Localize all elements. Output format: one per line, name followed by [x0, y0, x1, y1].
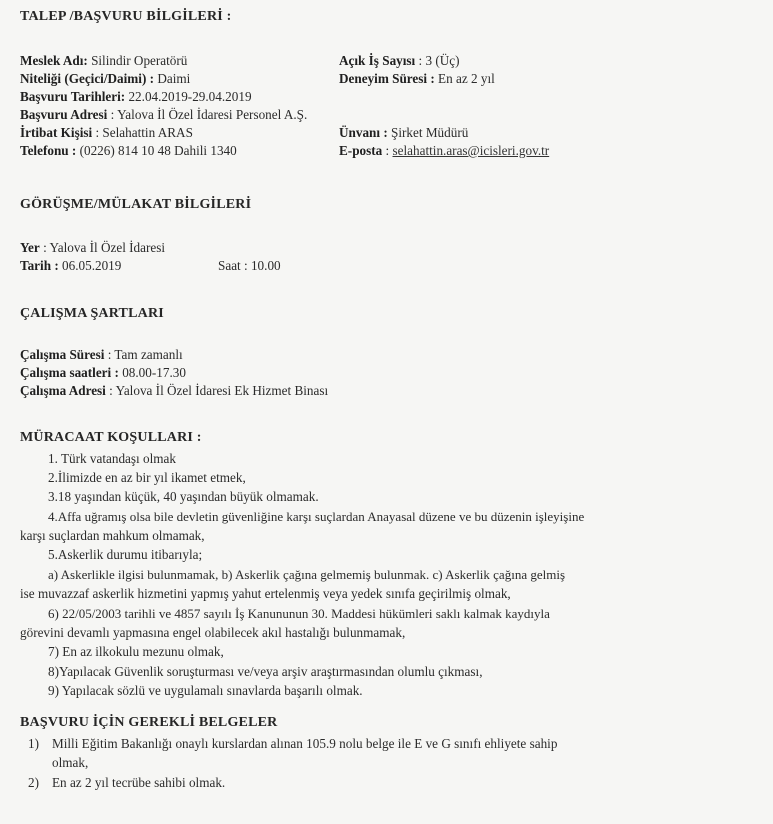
eposta-label: E-posta	[339, 143, 383, 158]
basvuru-adres-row	[20, 107, 307, 123]
eposta-separator: :	[382, 143, 393, 158]
section-title-belgeler: BAŞVURU İÇİN GEREKLİ BELGELER	[20, 715, 278, 730]
unvan-row	[339, 125, 468, 141]
kosul-item: a) Askerlikle ilgisi bulunmamak, b) Askerlik çağına gelmemiş bulunmak. c) Askerlik çağına gelmiş	[48, 567, 565, 582]
calisma-sure-label: Çalışma Süresi	[20, 347, 105, 362]
deneyim-row	[339, 71, 495, 87]
yer-row	[20, 240, 165, 256]
saat-value: Saat : 10.00	[218, 258, 281, 273]
gorusme-tarih-value: 06.05.2019	[58, 258, 122, 273]
meslek-value: Silindir Operatörü	[87, 53, 188, 68]
basvuru-adres-label: Başvuru Adresi	[20, 107, 108, 122]
basvuru-adres-value: : Yalova İl Özel İdaresi Personel A.Ş.	[107, 107, 308, 122]
gorusme-tarih-row	[20, 258, 121, 274]
eposta-row	[339, 143, 549, 159]
kosul-item-cont: görevini devamlı yapmasına engel olabilecek akıl hastalığı bulunmamak,	[20, 625, 406, 640]
kosul-item: 5.Askerlik durumu itibarıyla;	[48, 547, 203, 562]
calisma-adres-row	[20, 383, 328, 399]
section-title-gorusme: GÖRÜŞME/MÜLAKAT BİLGİLERİ	[20, 197, 252, 212]
deneyim-label: Deneyim Süresi :	[339, 71, 435, 86]
kosul-item-cont: karşı suçlardan mahkum olmamak,	[20, 528, 205, 543]
kosul-item-cont: ise muvazzaf askerlik hizmetini yapmış yahut ertelenmiş veya yedek sınıfa geçirilmiş olmak,	[20, 586, 511, 601]
section-title-calisma: ÇALIŞMA ŞARTLARI	[20, 306, 164, 321]
yer-value: : Yalova İl Özel İdaresi	[39, 240, 166, 255]
calisma-saat-label: Çalışma saatleri :	[20, 365, 119, 380]
calisma-sure-row	[20, 347, 183, 363]
telefon-label: Telefonu :	[20, 143, 77, 158]
belge-number: 2)	[28, 775, 39, 790]
kosul-item: 7) En az ilkokulu mezunu olmak,	[48, 644, 224, 659]
section-title-talep: TALEP /BAŞVURU BİLGİLERİ :	[20, 9, 232, 24]
acik-is-row	[339, 53, 460, 69]
kosul-item: 2.İlimizde en az bir yıl ikamet etmek,	[48, 470, 246, 485]
basvuru-tarih-value: 22.04.2019-29.04.2019	[125, 89, 252, 104]
telefon-value: (0226) 814 10 48 Dahili 1340	[76, 143, 237, 158]
calisma-saat-value: 08.00-17.30	[118, 365, 186, 380]
irtibat-row	[20, 125, 193, 141]
kosul-item: 4.Affa uğramış olsa bile devletin güvenliğine karşı suçlardan Anayasal düzene ve bu düzenin işleyişine	[48, 509, 585, 524]
kosul-item: 3.18 yaşından küçük, 40 yaşından büyük olmamak.	[48, 489, 319, 504]
basvuru-tarih-row	[20, 89, 252, 105]
belge-item: En az 2 yıl tecrübe sahibi olmak.	[52, 775, 226, 790]
calisma-adres-value: : Yalova İl Özel İdaresi Ek Hizmet Binası	[105, 383, 329, 398]
belge-item-cont: olmak,	[52, 755, 89, 770]
irtibat-label: İrtibat Kişisi	[20, 125, 93, 140]
eposta-link[interactable]: selahattin.aras@icisleri.gov.tr	[392, 143, 550, 158]
nitelik-row	[20, 71, 190, 87]
kosul-item: 1. Türk vatandaşı olmak	[48, 451, 176, 466]
meslek-label: Meslek Adı:	[20, 53, 88, 68]
calisma-sure-value: : Tam zamanlı	[104, 347, 183, 362]
meslek-row	[20, 53, 187, 69]
deneyim-value: En az 2 yıl	[434, 71, 495, 86]
nitelik-value: Daimi	[154, 71, 191, 86]
telefon-row	[20, 143, 237, 159]
unvan-label: Ünvanı :	[339, 125, 388, 140]
calisma-saat-row	[20, 365, 186, 381]
basvuru-tarih-label: Başvuru Tarihleri:	[20, 89, 126, 104]
acik-is-label: Açık İş Sayısı	[339, 53, 416, 68]
section-title-muracaat: MÜRACAAT KOŞULLARI :	[20, 430, 202, 445]
irtibat-value: : Selahattin ARAS	[92, 125, 193, 140]
belge-item: Milli Eğitim Bakanlığı onaylı kurslardan alınan 105.9 nolu belge ile E ve G sınıfı ehliyete sahip	[52, 736, 558, 751]
unvan-value: Şirket Müdürü	[387, 125, 469, 140]
belge-number: 1)	[28, 736, 39, 751]
nitelik-label: Niteliği (Geçici/Daimi) :	[20, 71, 155, 86]
kosul-item: 6) 22/05/2003 tarihli ve 4857 sayılı İş Kanununun 30. Maddesi hükümleri saklı kalmak kaydıyla	[48, 606, 550, 621]
yer-label: Yer	[20, 240, 40, 255]
acik-is-value: : 3 (Üç)	[415, 53, 460, 68]
kosul-item: 8)Yapılacak Güvenlik soruşturması ve/veya arşiv araştırmasından olumlu çıkması,	[48, 664, 483, 679]
gorusme-tarih-label: Tarih :	[20, 258, 59, 273]
calisma-adres-label: Çalışma Adresi	[20, 383, 106, 398]
kosul-item: 9) Yapılacak sözlü ve uygulamalı sınavlarda başarılı olmak.	[48, 683, 363, 698]
